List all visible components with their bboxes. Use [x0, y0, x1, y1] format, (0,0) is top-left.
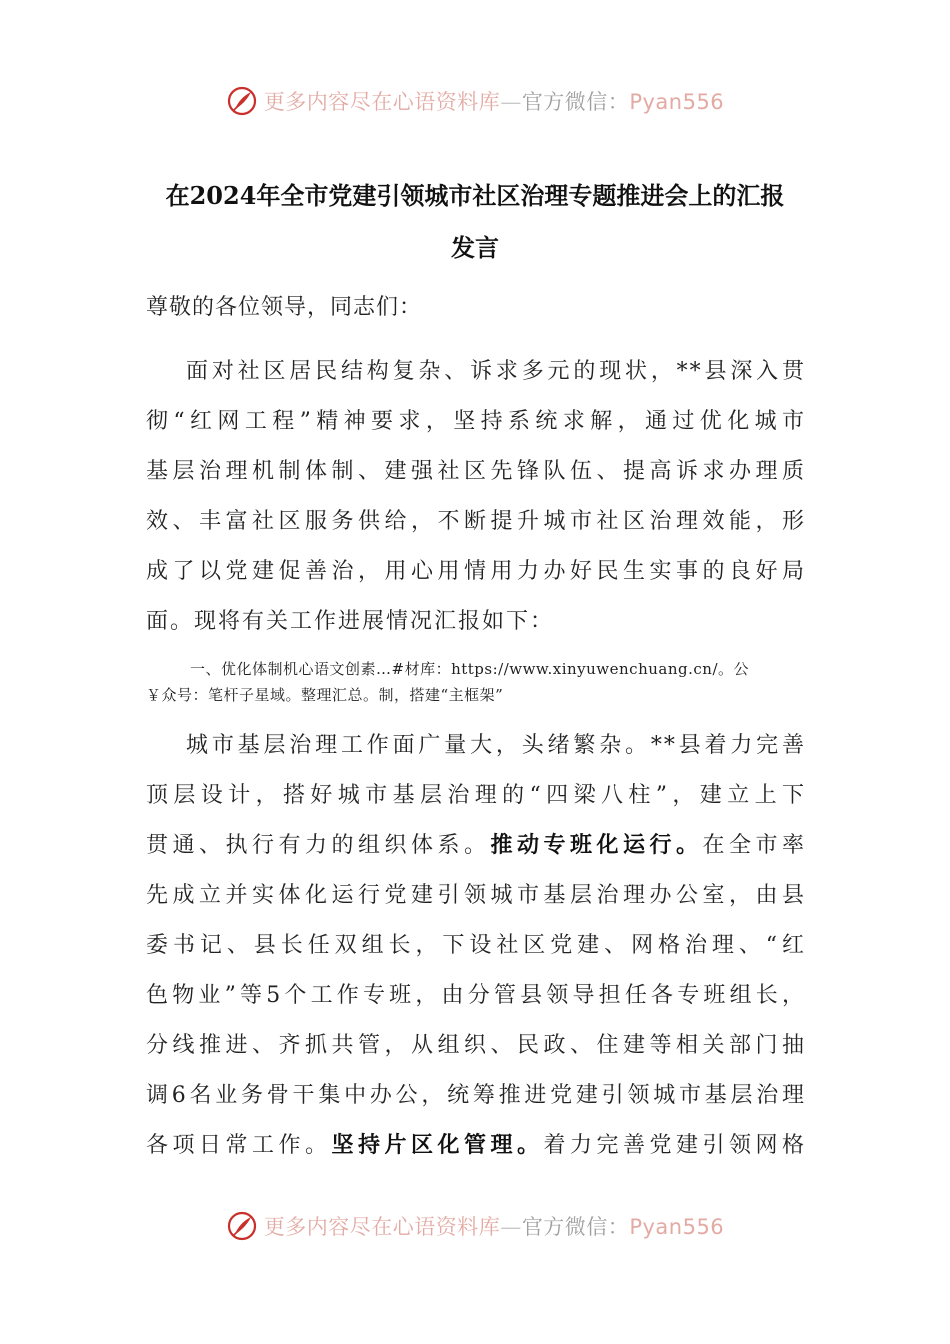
bold-phrase: 推动专班化运行。 [490, 832, 703, 858]
para2-line: 顶层设计，搭好城市基层治理的“四梁八柱”，建立上下 [146, 783, 806, 808]
para2-line: 调6名业务骨干集中办公，统筹推进党建引领城市基层治理 [146, 1083, 806, 1108]
banner-label: 官方微信： [521, 90, 630, 114]
para2-line: 分线推进、齐抓共管，从组织、民政、住建等相关部门抽 [146, 1033, 806, 1058]
para1-line: 面对社区居民结构复杂、诉求多元的现状，**县深入贯 [186, 359, 806, 384]
para2-line: 城市基层治理工作面广量大，头绪繁杂。**县着力完善 [186, 733, 806, 758]
banner-label: 官方微信： [521, 1215, 630, 1239]
document-title-line-2: 发言 [451, 233, 499, 262]
section-heading-line: ￥众号：笔杆子星域。整理汇总。制，搭建“主框架” [146, 686, 504, 704]
para1-line: 效、丰富社区服务供给，不断提升城市社区治理效能，形 [146, 509, 806, 534]
para2-line: 各项日常工作。坚持片区化管理。着力完善党建引领网格 [146, 1132, 806, 1158]
footer-watermark-banner [0, 1210, 950, 1250]
para2-line: 贯通、执行有力的组织体系。推动专班化运行。在全市率 [146, 832, 806, 858]
quill-logo-icon [226, 1210, 258, 1242]
para2-line: 色物业”等5个工作专班，由分管县领导担任各专班组长， [146, 983, 806, 1008]
document-title-line-1: 在2024年全市党建引领城市社区治理专题推进会上的汇报 [165, 181, 785, 210]
para1-line: 面。现将有关工作进展情况汇报如下： [146, 609, 555, 634]
salutation: 尊敬的各位领导，同志们： [146, 295, 423, 320]
banner-dash: — [500, 1215, 522, 1239]
banner-wechat-id: Pyan556 [629, 1215, 725, 1239]
banner-brand: 更多内容尽在心语资料库 [263, 1215, 501, 1239]
header-watermark-banner [0, 85, 950, 125]
para1-line: 彻“红网工程”精神要求，坚持系统求解，通过优化城市 [146, 409, 806, 434]
para1-line: 成了以党建促善治，用心用情用力办好民生实事的良好局 [146, 559, 806, 584]
section-heading-line: 一、优化体制机心语文创素…#材库：https://www.xinyuwenchuang.cn/。公 [190, 660, 749, 678]
para2-line: 委书记、县长任双组长，下设社区党建、网格治理、“红 [146, 933, 806, 958]
bold-phrase: 坚持片区化管理。 [331, 1132, 544, 1158]
banner-wechat-id: Pyan556 [629, 90, 725, 114]
para2-line: 先成立并实体化运行党建引领城市基层治理办公室，由县 [146, 883, 806, 908]
banner-dash: — [500, 90, 522, 114]
para1-line: 基层治理机制体制、建强社区先锋队伍、提高诉求办理质 [146, 459, 806, 484]
quill-logo-icon [226, 85, 258, 117]
banner-brand: 更多内容尽在心语资料库 [263, 90, 501, 114]
